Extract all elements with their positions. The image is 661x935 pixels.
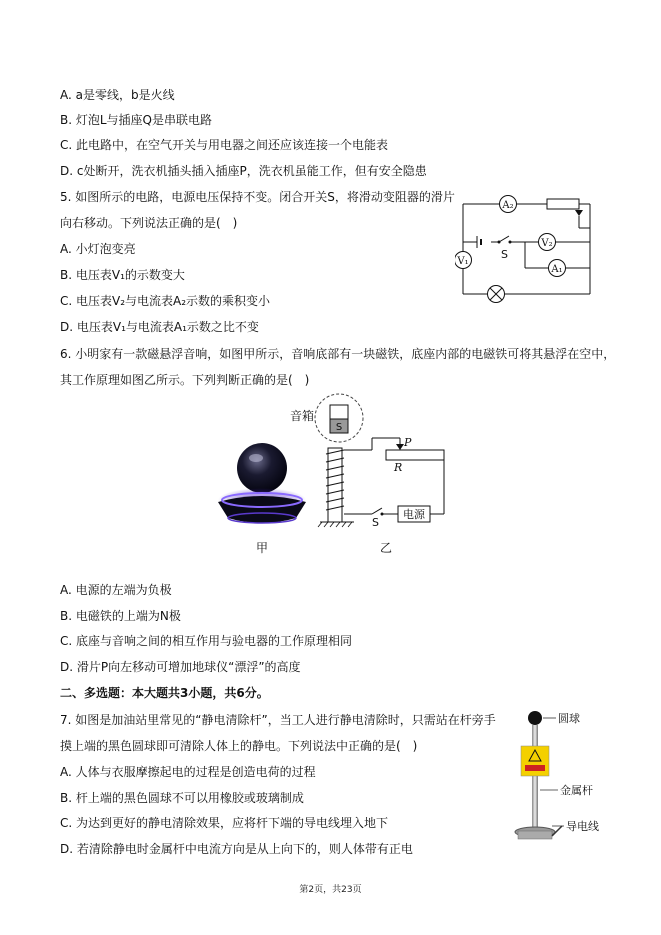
static-discharge-rod-photo: [508, 706, 608, 846]
q7-stem-line2: 摸上端的黑色圆球即可清除人体上的静电。下列说法中正确的是( ): [60, 739, 418, 753]
option-prev-a: A. a是零线，b是火线: [60, 88, 175, 102]
svg-text:R: R: [394, 461, 403, 474]
svg-text:S: S: [335, 422, 343, 433]
q6-stem-line2: 其工作原理如图乙所示。下列判断正确的是( ): [60, 373, 310, 387]
label-v1: V₁: [457, 256, 469, 267]
q5-stem-line1: 5. 如图所示的电路，电源电压保持不变。闭合开关S，将滑动变阻器的滑片: [60, 190, 455, 204]
svg-text:导电线: 导电线: [566, 820, 599, 833]
q6-option-a: A. 电源的左端为负极: [60, 583, 172, 597]
q7-stem-line1: 7. 如图是加油站里常见的“静电清除杆”，当工人进行静电清除时，只需站在杆旁手: [60, 713, 496, 727]
q7-option-c: C. 为达到更好的静电清除效果，应将杆下端的导电线埋入地下: [60, 816, 389, 830]
rheostat: [547, 199, 579, 209]
slider-p-arrow: [396, 444, 404, 450]
option-prev-b: B. 灯泡L与插座Q是串联电路: [60, 113, 212, 127]
option-prev-c: C. 此电路中，在空气开关与用电器之间还应该连接一个电能表: [60, 138, 389, 152]
q7-option-a: A. 人体与衣服摩擦起电的过程是创造电荷的过程: [60, 765, 316, 779]
q5-circuit-diagram: [455, 192, 605, 307]
speaker-ball: [237, 443, 287, 493]
label-switch-s: S: [501, 248, 508, 261]
svg-text:圆球: 圆球: [558, 712, 580, 725]
q7-option-b: B. 杆上端的黑色圆球不可以用橡胶或玻璃制成: [60, 791, 304, 805]
rheostat-slider-arrow: [575, 210, 583, 216]
section-title: 二、多选题：本大题共3小题，共6分。: [60, 686, 269, 700]
page-footer: 第2页，共23页: [299, 885, 362, 895]
label-switch: S: [372, 516, 379, 529]
label-a1: A₁: [551, 264, 563, 275]
label-v2: V₂: [541, 238, 553, 249]
q6-option-b: B. 电磁铁的上端为N极: [60, 609, 181, 623]
caption-yi: 乙: [380, 541, 393, 555]
svg-text:P: P: [404, 436, 412, 449]
q5-stem-line2: 向右移动。下列说法正确的是( ): [60, 216, 238, 230]
label-speaker: 音箱: [290, 409, 315, 423]
q5-option-a: A. 小灯泡变亮: [60, 242, 136, 256]
svg-text:电源: 电源: [403, 508, 425, 521]
q6-stem-line1: 6. 小明家有一款磁悬浮音响，如图甲所示，音响底部有一块磁铁，底座内部的电磁铁可将其悬浮在空中，: [60, 347, 616, 361]
q5-option-d: D. 电压表V₁与电流表A₁示数之比不变: [60, 320, 259, 334]
metal-rod: [532, 725, 538, 831]
svg-text:金属杆: 金属杆: [560, 784, 593, 797]
q5-option-c: C. 电压表V₂与电流表A₂示数的乘积变小: [60, 294, 271, 308]
option-prev-d: D. c处断开，洗衣机插头插入插座P，洗衣机虽能工作，但有安全隐患: [60, 164, 427, 178]
q6-option-c: C. 底座与音响之间的相互作用与验电器的工作原理相同: [60, 634, 353, 648]
black-ball: [528, 711, 542, 725]
q5-option-b: B. 电压表V₁的示数变大: [60, 268, 185, 282]
label-a2: A₂: [502, 200, 514, 211]
q7-option-d: D. 若清除静电时金属杆中电流方向是从上向下的，则人体带有正电: [60, 842, 413, 856]
rheostat-r: [386, 450, 444, 460]
electromagnet-circuit-diagram: [286, 392, 451, 532]
caption-jia: 甲: [256, 541, 269, 555]
q6-option-d: D. 滑片P向左移动可增加地球仪“漂浮”的高度: [60, 660, 301, 674]
